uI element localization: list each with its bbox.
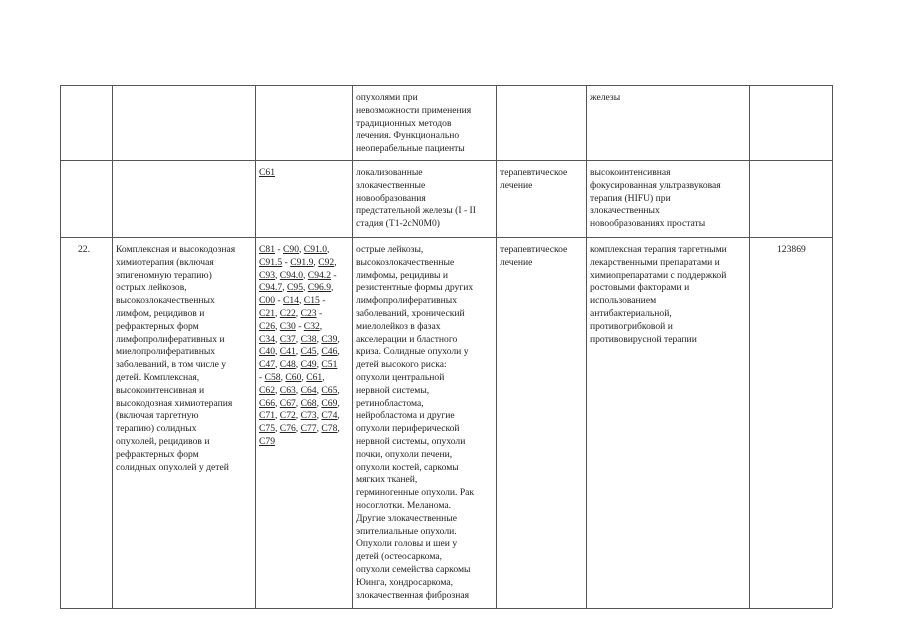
row-b-disease-cell xyxy=(356,167,476,231)
code-separator: , xyxy=(322,371,325,383)
row-c-treatment-cell xyxy=(500,244,567,270)
text-line: лимфомы, рецидивы и xyxy=(356,269,448,281)
code-separator: , xyxy=(295,346,301,358)
text-line: солидных опухолей у детей xyxy=(116,461,229,473)
icd-code-link[interactable]: C74 xyxy=(321,410,338,422)
text-line: новообразованиях простаты xyxy=(590,218,706,230)
text-line: рефрактерных форм xyxy=(116,320,199,332)
text-line: опухоли центральной xyxy=(356,371,445,383)
code-separator: - xyxy=(259,371,265,383)
code-separator: , xyxy=(337,384,340,396)
icd-code-link[interactable]: C00 xyxy=(259,295,275,307)
text-line: противовирусной терапии xyxy=(590,333,697,345)
code-separator: , xyxy=(299,244,304,255)
code-separator: - xyxy=(319,295,326,307)
icd-code-link[interactable]: C58 xyxy=(264,371,281,383)
row-c-name-cell xyxy=(116,244,235,474)
text-line: заболеваний, хронический xyxy=(356,307,465,319)
icd-code-link[interactable]: C79 xyxy=(259,435,275,447)
text-line: традиционных методов xyxy=(356,117,452,129)
text-line: резистентные формы других xyxy=(356,282,474,294)
code-separator: , xyxy=(337,346,340,358)
text-line: опухолей, рецидивов и xyxy=(116,435,210,447)
icd-code-link[interactable]: C49 xyxy=(300,359,317,371)
text-line: антибактериальной, xyxy=(590,307,672,319)
text-line: ретинобластома, xyxy=(356,397,424,409)
code-line xyxy=(259,372,340,385)
icd-code-link[interactable]: C34 xyxy=(259,333,275,345)
text-line: Комплексная и высокодозная xyxy=(116,244,236,255)
code-separator: , xyxy=(299,295,304,307)
text-line: терапевтическое xyxy=(500,167,568,178)
text-line: злокачественных xyxy=(590,205,660,217)
cost-value: 123869 xyxy=(777,244,806,255)
code-separator: , xyxy=(275,410,280,422)
row-a-method-cell xyxy=(590,92,620,105)
text-line: детей. Комплексная, xyxy=(116,371,200,383)
code-separator: , xyxy=(337,423,340,435)
code-separator: , xyxy=(327,244,330,255)
row-number: 22. xyxy=(78,244,90,255)
text-line: заболеваний, в том числе у xyxy=(116,359,227,371)
icd-code-link[interactable]: C65 xyxy=(321,384,338,396)
icd-code-link[interactable]: C38 xyxy=(300,333,317,345)
text-line: высокоинтенсивная и xyxy=(116,384,205,396)
code-separator: - xyxy=(275,295,283,307)
row-c-method-cell xyxy=(590,244,727,346)
code-separator: , xyxy=(313,256,319,268)
icd-code-link[interactable]: C63 xyxy=(279,384,296,396)
column-divider xyxy=(112,85,113,608)
code-separator: , xyxy=(280,371,286,383)
code-separator: , xyxy=(295,359,301,371)
icd-code-link[interactable]: C78 xyxy=(321,423,338,435)
code-separator: , xyxy=(275,269,280,281)
icd-code-link[interactable]: C95 xyxy=(287,282,303,294)
code-separator: - xyxy=(282,256,291,268)
row-a-disease-cell xyxy=(356,92,471,156)
code-separator: , xyxy=(316,359,322,371)
column-divider xyxy=(832,85,833,608)
text-line: лимфом, рецидивов и xyxy=(116,307,205,319)
text-line: лимфопролиферативных и xyxy=(116,333,225,345)
text-line: Другие злокачественные xyxy=(356,512,457,524)
text-line: лекарственными препаратами и xyxy=(590,256,720,268)
text-line: опухоли костей, саркомы xyxy=(356,461,459,473)
text-line: злокачественные xyxy=(356,179,426,191)
code-separator: , xyxy=(275,384,280,396)
icd-code-link[interactable]: C72 xyxy=(279,410,296,422)
text-line: терапию) солидных xyxy=(116,423,197,435)
icd-code-link[interactable]: C14 xyxy=(283,295,299,307)
icd-code-link[interactable]: C21 xyxy=(259,307,275,319)
text-line: железы xyxy=(590,92,621,103)
code-separator: , xyxy=(275,423,280,435)
code-separator: , xyxy=(316,346,322,358)
icd-code-link[interactable]: C69 xyxy=(321,397,338,409)
text-line: стадия (T1-2cN0M0) xyxy=(356,218,441,230)
icd-code-link[interactable]: C91.5 xyxy=(259,256,283,268)
icd-code-link[interactable]: C15 xyxy=(303,295,320,307)
text-line: локализованные xyxy=(356,167,423,178)
icd-code-link[interactable]: C67 xyxy=(279,397,296,409)
icd-code-link[interactable]: C90 xyxy=(283,244,299,255)
code-separator: - xyxy=(275,244,283,255)
text-line: носоглотки. Меланома. xyxy=(356,499,452,511)
row-b-treatment-cell xyxy=(500,167,567,193)
code-separator: , xyxy=(316,410,322,422)
icd-code-link[interactable]: C61 xyxy=(306,371,323,383)
row-divider xyxy=(60,160,832,161)
code-line xyxy=(259,346,340,359)
text-line: терапия (HIFU) при xyxy=(590,192,671,204)
code-line xyxy=(259,398,340,411)
icd-code-link[interactable]: C40 xyxy=(259,346,275,358)
icd-code-link[interactable]: C22 xyxy=(279,307,296,319)
code-line xyxy=(259,436,340,449)
text-line: детей (остеосаркома, xyxy=(356,551,442,563)
text-line: акселерации и бластного xyxy=(356,333,458,345)
code-line xyxy=(259,295,340,308)
code-line xyxy=(259,282,340,295)
icd-code-link[interactable]: C73 xyxy=(300,410,317,422)
code-separator: , xyxy=(275,320,280,332)
code-line xyxy=(259,423,340,436)
code-line xyxy=(259,308,340,321)
table-bottom-border xyxy=(60,608,832,609)
code-separator: , xyxy=(303,269,308,281)
code-separator: , xyxy=(334,256,337,268)
text-line: нервной системы, опухоли xyxy=(356,435,466,447)
text-line: эпигеномную терапию) xyxy=(116,269,212,281)
text-line: острые лейкозы, xyxy=(356,244,424,255)
code-separator: , xyxy=(295,333,301,345)
code-separator: , xyxy=(316,384,322,396)
text-line: эпителиальные опухоли. xyxy=(356,525,457,537)
icd-code-link[interactable]: C45 xyxy=(300,346,317,358)
text-line: фокусированная ультразвуковая xyxy=(590,179,721,191)
code-separator: , xyxy=(275,359,280,371)
code-separator: , xyxy=(275,307,280,319)
text-line: высокоинтенсивная xyxy=(590,167,671,178)
code-separator: , xyxy=(331,282,334,294)
code-separator: - xyxy=(331,269,337,281)
text-line: высокодозная химиотерапия xyxy=(116,397,233,409)
text-line: неоперабельные пациенты xyxy=(356,143,465,155)
table-top-border xyxy=(60,85,832,86)
code-separator: , xyxy=(337,333,340,345)
code-separator: , xyxy=(319,320,323,332)
icd-code-link[interactable]: C61 xyxy=(259,167,275,178)
icd-code-link[interactable]: C60 xyxy=(285,371,302,383)
text-line: криза. Солидные опухоли у xyxy=(356,346,469,358)
text-line: терапевтическое xyxy=(500,244,568,255)
text-line: Опухоли головы и шеи у xyxy=(356,538,458,550)
code-separator: - xyxy=(316,307,323,319)
icd-code-link[interactable]: C37 xyxy=(279,333,296,345)
icd-code-link[interactable]: C46 xyxy=(321,346,338,358)
icd-code-link[interactable]: C81 xyxy=(259,244,275,255)
code-separator: , xyxy=(316,423,322,435)
text-line: Юинга, хондросаркома, xyxy=(356,576,454,588)
text-line: (включая таргетную xyxy=(116,410,199,422)
icd-code-link[interactable]: C94.0 xyxy=(279,269,303,281)
icd-code-link[interactable]: C39 xyxy=(321,333,338,345)
column-divider xyxy=(496,85,497,608)
icd-code-link[interactable]: C30 xyxy=(279,320,296,332)
column-divider xyxy=(60,85,61,608)
code-separator: , xyxy=(316,333,322,345)
column-divider xyxy=(586,85,587,608)
code-line xyxy=(259,385,340,398)
code-separator: , xyxy=(301,371,307,383)
text-line: химиотерапия (включая xyxy=(116,256,214,268)
text-line: острых лейкозов, xyxy=(116,282,187,294)
row-b-method-cell xyxy=(590,167,721,231)
icd-code-link[interactable]: C62 xyxy=(259,384,275,396)
row-c-disease-cell xyxy=(356,244,474,602)
text-line: опухолями при xyxy=(356,92,418,103)
text-line: опухоли периферической xyxy=(356,423,460,435)
column-divider xyxy=(352,85,353,608)
code-separator: , xyxy=(295,423,301,435)
text-line: опухоли семейства саркомы xyxy=(356,563,471,575)
text-line: нейробластома и другие xyxy=(356,410,455,422)
icd-code-link[interactable]: C71 xyxy=(259,410,275,422)
icd-code-link[interactable]: C92 xyxy=(318,256,335,268)
code-separator: , xyxy=(275,346,280,358)
text-line: использованием xyxy=(590,295,657,307)
text-line: высокозлокачественные xyxy=(356,256,455,268)
icd-code-link[interactable]: C66 xyxy=(259,397,275,409)
text-line: лечение xyxy=(500,256,533,268)
text-line: предстательной железы (I - II xyxy=(356,205,476,217)
text-line: комплексная терапия таргетными xyxy=(590,244,727,255)
icd-code-link[interactable]: C96.9 xyxy=(307,282,331,294)
text-line: новообразования xyxy=(356,192,426,204)
icd-code-link[interactable]: C47 xyxy=(259,359,275,371)
code-separator: , xyxy=(282,282,287,294)
icd-code-link[interactable]: C48 xyxy=(279,359,296,371)
row-divider xyxy=(60,237,832,238)
text-line: рефрактерных форм xyxy=(116,448,199,460)
code-line xyxy=(259,321,340,334)
code-line xyxy=(259,334,340,347)
icd-code-link[interactable]: C76 xyxy=(279,423,296,435)
text-line: мягких тканей, xyxy=(356,474,418,486)
icd-code-link[interactable]: C23 xyxy=(300,307,317,319)
text-line: ростовыми факторами и xyxy=(590,282,690,294)
icd-code-link[interactable]: C94.2 xyxy=(307,269,331,281)
code-separator: , xyxy=(316,397,322,409)
code-separator: , xyxy=(295,410,301,422)
text-line: герминогенные опухоли. Рак xyxy=(356,487,475,499)
code-line xyxy=(259,270,340,283)
code-separator: , xyxy=(337,397,340,409)
text-line: высокозлокачественных xyxy=(116,295,215,307)
code-separator: , xyxy=(295,307,301,319)
icd-code-link[interactable]: C26 xyxy=(259,320,275,332)
column-divider xyxy=(749,85,750,608)
code-separator: - xyxy=(295,320,304,332)
icd-code-link[interactable]: C77 xyxy=(300,423,317,435)
code-line xyxy=(259,410,340,423)
icd-code-link[interactable]: C32 xyxy=(303,320,320,332)
code-line xyxy=(259,359,340,372)
code-separator: , xyxy=(337,410,340,422)
text-line: почки, опухоли печени, xyxy=(356,448,453,460)
text-line: миелопролиферативных xyxy=(116,346,216,358)
icd-code-link[interactable]: C64 xyxy=(300,384,317,396)
text-line: противогрибковой и xyxy=(590,320,673,332)
code-separator: , xyxy=(275,397,280,409)
text-line: лечение xyxy=(500,179,533,191)
text-line: злокачественная фиброзная xyxy=(356,589,470,601)
icd-code-link[interactable]: C94.7 xyxy=(259,282,283,294)
icd-code-link[interactable]: C51 xyxy=(321,359,338,371)
icd-code-link[interactable]: C91.9 xyxy=(290,256,314,268)
icd-code-link[interactable]: C91.0 xyxy=(303,244,327,255)
icd-code-link[interactable]: C93 xyxy=(259,269,275,281)
code-line xyxy=(259,244,340,257)
code-separator: , xyxy=(295,384,301,396)
row-b-code-cell xyxy=(259,167,275,180)
column-divider xyxy=(255,85,256,608)
text-line: нервной системы, xyxy=(356,384,430,396)
icd-code-link[interactable]: C75 xyxy=(259,423,275,435)
icd-code-link[interactable]: C41 xyxy=(279,346,296,358)
text-line: химиопрепаратами с поддержкой xyxy=(590,269,727,281)
text-line: детей высокого риска: xyxy=(356,359,447,371)
text-line: миелолейкоз в фазах xyxy=(356,320,441,332)
code-line xyxy=(259,257,340,270)
code-separator: , xyxy=(275,333,280,345)
code-separator: , xyxy=(303,282,308,294)
row-c-code-cell xyxy=(259,244,340,449)
code-separator: , xyxy=(295,397,301,409)
text-line: лечения. Функционально xyxy=(356,130,460,142)
text-line: лимфопролиферативных xyxy=(356,295,458,307)
text-line: невозможности применения xyxy=(356,104,472,116)
icd-code-link[interactable]: C68 xyxy=(300,397,317,409)
